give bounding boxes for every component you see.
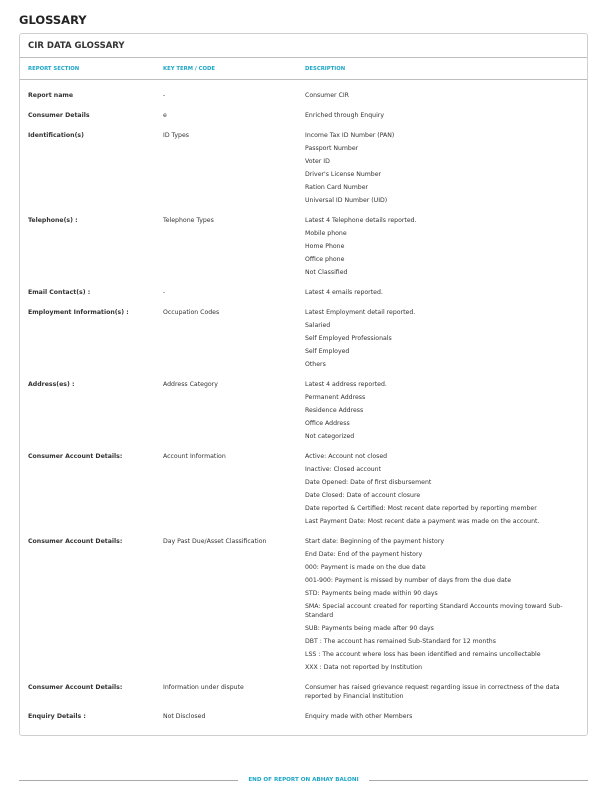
report-section: Email Contact(s) : (28, 289, 91, 296)
table-row (20, 286, 587, 306)
description-item: SUB: Payments being made after 90 days (305, 625, 434, 632)
description (305, 378, 587, 443)
report-section: Telephone(s) : (28, 217, 78, 224)
glossary-card (19, 33, 588, 736)
description-item: Latest 4 emails reported. (305, 289, 383, 296)
description-item: Mobile phone (305, 230, 347, 237)
key-term: Telephone Types (163, 217, 214, 224)
column-header-key-term: KEY TERM / CODE (163, 65, 216, 72)
description (305, 710, 587, 723)
description-item: Office Address (305, 420, 350, 427)
description-item: Consumer has raised grievance request regarding issue in correctness of the data reported by Financial Institution (305, 684, 560, 700)
description-item: Self Employed (305, 348, 350, 355)
table-row (20, 89, 587, 109)
report-section: Consumer Account Details: (28, 453, 123, 460)
description-item: Office phone (305, 256, 345, 263)
report-section: Consumer Account Details: (28, 684, 123, 691)
divider (19, 780, 238, 781)
key-term: Information under dispute (163, 684, 244, 691)
description-item: Date Closed: Date of account closure (305, 492, 421, 499)
description-item: Enquiry made with other Members (305, 713, 413, 720)
column-header-description: DESCRIPTION (305, 65, 346, 72)
description-item: Not Classified (305, 269, 348, 276)
description-item: DBT : The account has remained Sub-Standard for 12 months (305, 638, 496, 645)
table-row (20, 535, 587, 681)
description-item: Salaried (305, 322, 331, 329)
report-section: Report name (28, 92, 74, 99)
report-section: Consumer Account Details: (28, 538, 123, 545)
key-term: e (163, 112, 167, 119)
description (305, 535, 587, 674)
description-item: Voter ID (305, 158, 330, 165)
description-item: Home Phone (305, 243, 345, 250)
description-item: 001-900: Payment is missed by number of days from the due date (305, 577, 511, 584)
table-row (20, 129, 587, 214)
end-of-report-text: END OF REPORT ON ABHAY BALONI (248, 777, 359, 783)
table-row (20, 450, 587, 535)
table-row (20, 214, 587, 286)
table-body (20, 80, 587, 730)
description-item: Date reported & Certified: Most recent date reported by reporting member (305, 505, 537, 512)
description (305, 681, 587, 703)
report-section: Enquiry Details : (28, 713, 86, 720)
description-item: 000: Payment is made on the due date (305, 564, 426, 571)
key-term: Not Disclosed (163, 713, 206, 720)
description-item: Income Tax ID Number (PAN) (305, 132, 395, 139)
description-item: Active: Account not closed (305, 453, 388, 460)
description-item: Ration Card Number (305, 184, 369, 191)
key-term: Occupation Codes (163, 309, 220, 316)
key-term: ID Types (163, 132, 189, 139)
description-item: Passport Number (305, 145, 359, 152)
description-item: Not categorized (305, 433, 355, 440)
description-item: Consumer CIR (305, 92, 349, 99)
description (305, 109, 587, 122)
divider (369, 780, 588, 781)
table-row (20, 378, 587, 450)
description-item: STD: Payments being made within 90 days (305, 590, 438, 597)
report-section: Address(es) : (28, 381, 75, 388)
description (305, 306, 587, 371)
table-header (20, 58, 587, 80)
table-row (20, 710, 587, 730)
card-title: CIR DATA GLOSSARY (20, 34, 587, 58)
table-row (20, 109, 587, 129)
report-section: Consumer Details (28, 112, 90, 119)
description-item: Permanent Address (305, 394, 366, 401)
description-item: End Date: End of the payment history (305, 551, 423, 558)
report-section: Identification(s) (28, 132, 84, 139)
key-term: - (163, 92, 166, 99)
description-item: Inactive: Closed account (305, 466, 382, 473)
description-item: LSS : The account where loss has been identified and remains uncollectable (305, 651, 541, 658)
key-term: - (163, 289, 166, 296)
description-item: Latest 4 address reported. (305, 381, 387, 388)
description (305, 286, 587, 299)
description-item: SMA: Special account created for reporting Standard Accounts moving toward Sub-Standard (305, 603, 563, 619)
description (305, 214, 587, 279)
description-item: Latest 4 Telephone details reported. (305, 217, 417, 224)
key-term: Account Information (163, 453, 226, 460)
report-footer (19, 777, 588, 783)
description-item: Self Employed Professionals (305, 335, 392, 342)
table-row (20, 306, 587, 378)
description-item: Others (305, 361, 326, 368)
key-term: Address Category (163, 381, 218, 388)
description-item: Date Opened: Date of first disbursement (305, 479, 432, 486)
description-item: Universal ID Number (UID) (305, 197, 388, 204)
key-term: Day Past Due/Asset Classification (163, 538, 267, 545)
description-item: Enriched through Enquiry (305, 112, 385, 119)
table-row (20, 681, 587, 710)
description (305, 89, 587, 102)
description-item: Latest Employment detail reported. (305, 309, 416, 316)
report-section: Employment Information(s) : (28, 309, 129, 316)
description-item: Residence Address (305, 407, 364, 414)
column-header-report-section: REPORT SECTION (28, 65, 80, 72)
description-item: Start date: Beginning of the payment history (305, 538, 445, 545)
description (305, 450, 587, 528)
description-item: XXX : Data not reported by Institution (305, 664, 423, 671)
page-title: GLOSSARY (19, 13, 87, 27)
description-item: Driver's License Number (305, 171, 382, 178)
description-item: Last Payment Date: Most recent date a payment was made on the account. (305, 518, 540, 525)
description (305, 129, 587, 207)
